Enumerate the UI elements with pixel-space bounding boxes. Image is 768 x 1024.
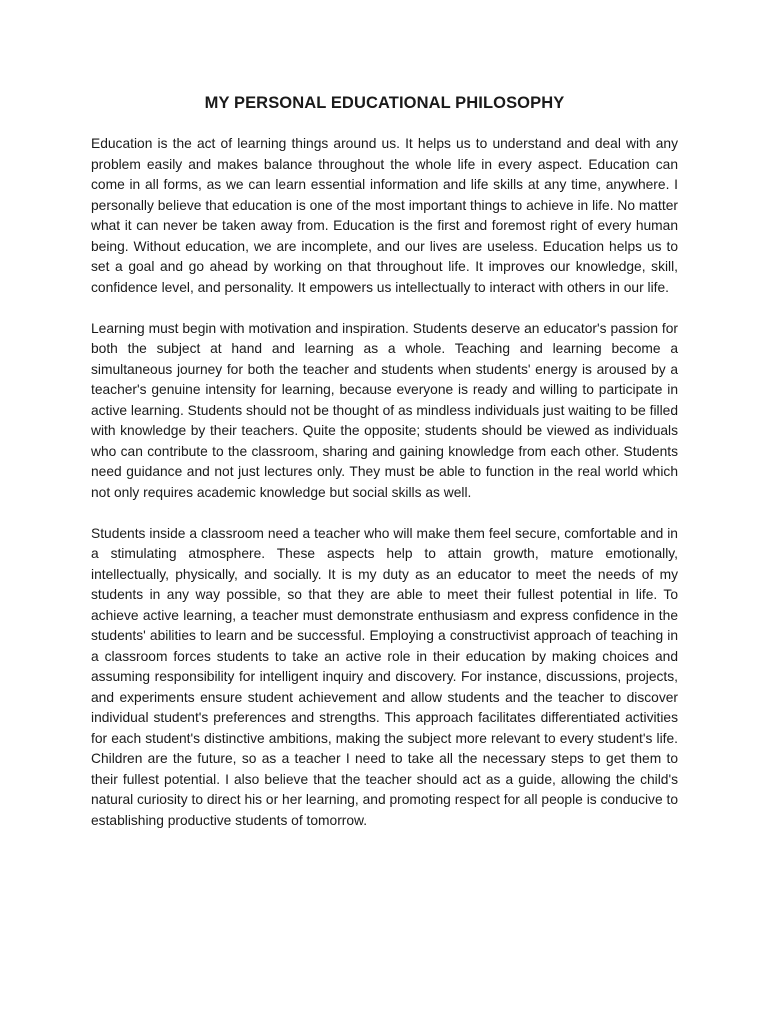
document-title: MY PERSONAL EDUCATIONAL PHILOSOPHY <box>204 94 565 112</box>
paragraph-classroom-approach: Students inside a classroom need a teacher who will make them feel secure, comfortable and in a stimulating atmosphere. These aspects help to attain growth, mature emotionally, intellectually, physically, and socially. It is my duty as an educator to meet the needs of my students in any way possible, so that they are able to meet their fullest potential in life. To achieve active learning, a teacher must demonstrate enthusiasm and express confidence in the students' abilities to learn and be successful. Employing a constructivist approach of teaching in a classroom forces students to take an active role in their education by making choices and assuming responsibility for intelligent inquiry and discovery. For instance, discussions, projects, and experiments ensure student achievement and allow students and the teacher to discover individual student's preferences and strengths. This approach facilitates differentiated activities for each student's distinctive ambitions, making the subject more relevant to every student's life. Children are the future, so as a teacher I need to take all the necessary steps to get them to their fullest potential. I also believe that the teacher should act as a guide, allowing the child's natural curiosity to direct his or her learning, and promoting respect for all people is conducive to establishing productive students of tomorrow. <box>91 525 678 828</box>
paragraph-education-definition: Education is the act of learning things around us. It helps us to understand and deal with any problem easily and makes balance throughout the whole life in every aspect. Education can come in all forms, as we can learn essential information and life skills at any time, anywhere. I personally believe that education is one of the most important things to achieve in life. No matter what it can never be taken away from. Education is the first and foremost right of every human being. Without education, we are incomplete, and our lives are useless. Education helps us to set a goal and go ahead by working on that throughout life. It improves our knowledge, skill, confidence level, and personality. It empowers us intellectually to interact with others in our life. <box>91 136 678 295</box>
document-page <box>91 93 678 852</box>
paragraph-motivation-learning: Learning must begin with motivation and inspiration. Students deserve an educator's passion for both the subject at hand and learning as a whole. Teaching and learning become a simultaneous journey for both the teacher and students when students' energy is aroused by a teacher's genuine intensity for learning, because everyone is ready and willing to participate in active learning. Students should not be thought of as mindless individuals just waiting to be filled with knowledge by their teachers. Quite the opposite; students should be viewed as individuals who can contribute to the classroom, sharing and gaining knowledge from each other. Students need guidance and not just lectures only. They must be able to function in the real world which not only requires academic knowledge but social skills as well. <box>91 320 678 500</box>
